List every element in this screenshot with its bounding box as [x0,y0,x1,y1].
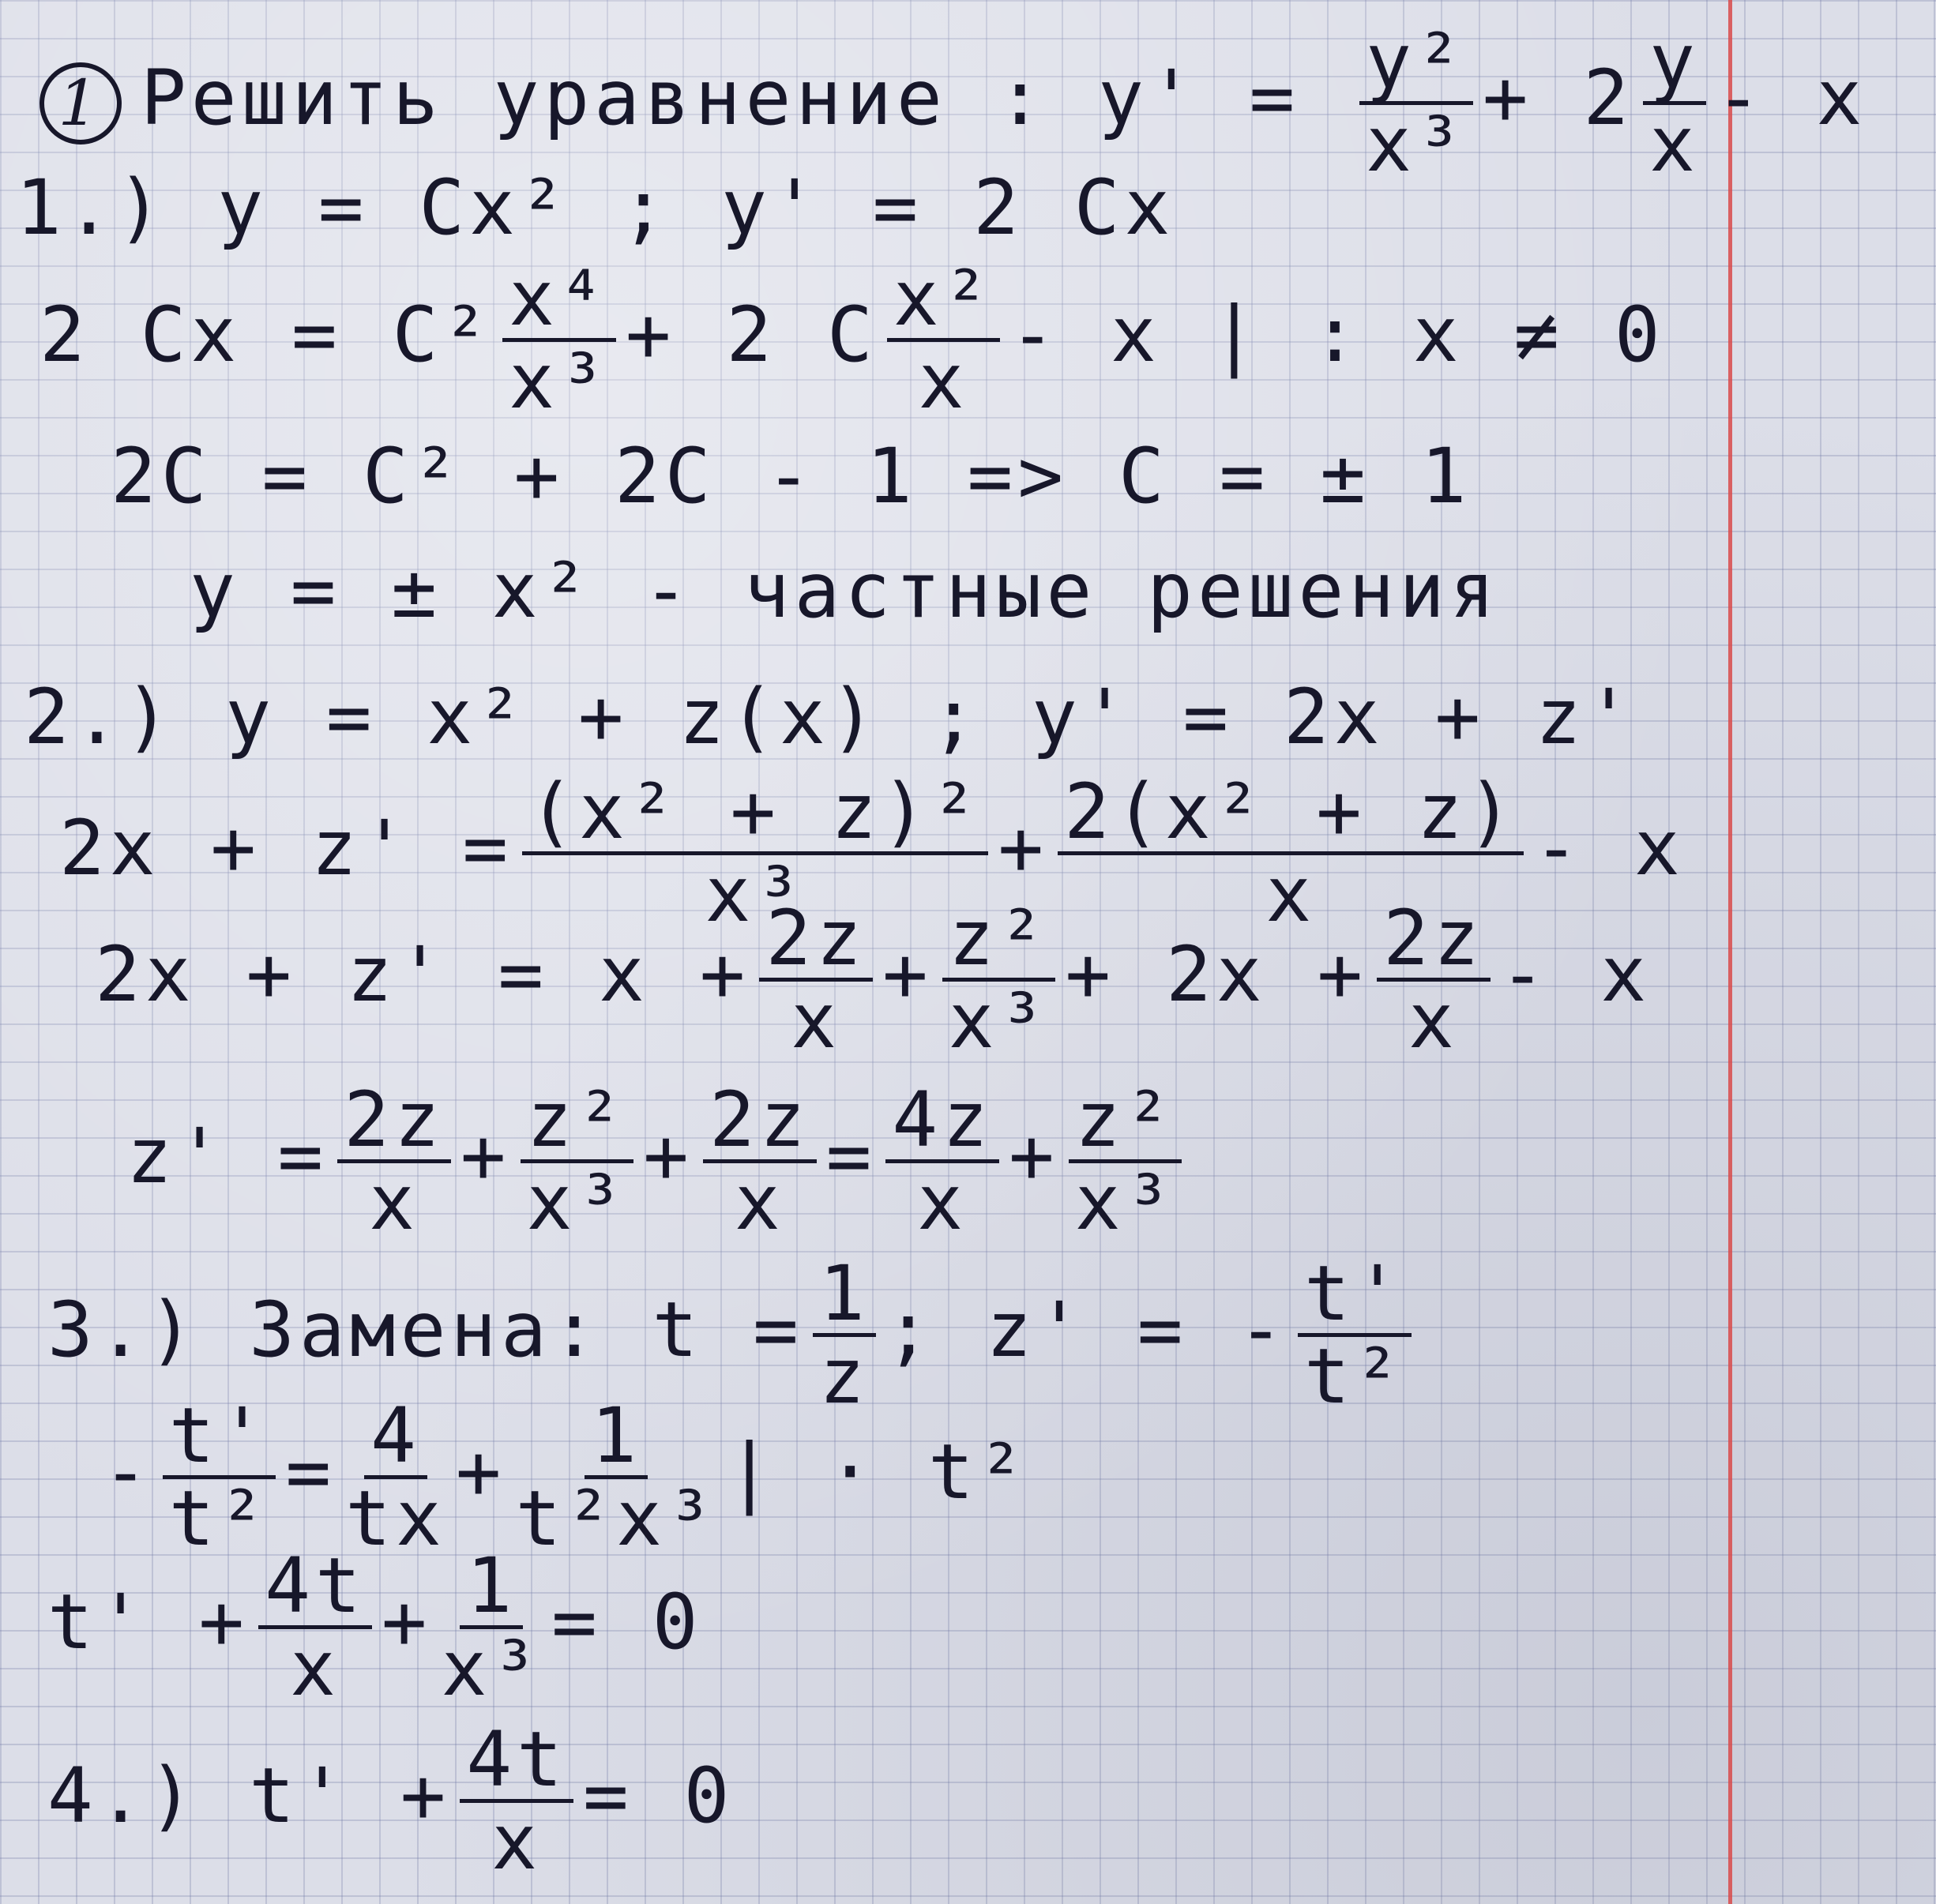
fraction [1377,894,1491,1065]
equation-tail: - x | : x ≠ 0 [1009,290,1665,379]
denominator: x [791,977,842,1065]
denominator: t²x³ [515,1474,717,1563]
numerator: x² [887,261,1001,342]
expression: t' + [47,1577,250,1666]
margin-line [1728,0,1732,1904]
numerator: z² [942,900,1056,982]
equation-tail: = 0 [582,1751,735,1840]
operator: + [643,1111,694,1200]
numerator: t' [163,1398,276,1479]
denominator: x [734,1159,785,1247]
denominator: x [1649,100,1700,189]
operator: = [825,1111,877,1200]
fraction [163,1391,276,1563]
fraction [460,1715,573,1887]
fraction [887,254,1001,426]
numerator: 2z [1377,900,1491,982]
numerator: 2z [703,1082,817,1163]
denominator: tx [345,1474,446,1563]
fraction [813,1249,876,1421]
operator: - [103,1427,153,1516]
numerator: 2z [337,1082,451,1163]
denominator: x³ [705,851,806,939]
equation-tail: - x [1499,929,1652,1019]
denominator: t² [168,1474,270,1563]
step-3-equation [103,1391,1029,1563]
denominator: x [290,1624,340,1713]
operator: + [381,1577,432,1666]
denominator: x³ [1074,1159,1176,1247]
fraction [441,1542,543,1713]
denominator: x [369,1159,419,1247]
operator: + 2 C [625,290,878,379]
numerator: 4 [364,1398,427,1479]
denominator: x³ [509,337,610,426]
numerator: 2z [759,900,873,982]
denominator: x [1265,851,1317,939]
fraction [942,894,1056,1065]
denominator: x [918,337,969,426]
equation-tail: - x [1533,803,1685,892]
operator: + [1008,1111,1059,1200]
numerator: 1 [585,1398,648,1479]
numerator: z² [1069,1082,1182,1163]
expression: 2x + z' = [59,803,513,892]
numerator: x⁴ [502,261,616,342]
equation-tail: - x [1715,53,1867,142]
denominator: x [917,1159,968,1247]
operator: + [998,803,1049,892]
step-3-substitution [47,1249,1421,1421]
expression: 2x + z' = x + [95,929,750,1019]
operator: ; z' = - [885,1285,1289,1374]
denominator: t² [1304,1332,1405,1421]
denominator: x³ [1366,100,1467,189]
fraction [1359,17,1473,189]
fraction [515,1391,717,1563]
step-2-substitution: 2.) y = x² + z(x) ; y' = 2x + z' [24,673,1637,761]
equation-tail: = 0 [551,1577,703,1666]
fraction [345,1391,446,1563]
fraction [759,894,873,1065]
expression: 3.) Замена: t = [47,1285,803,1374]
fraction [1298,1249,1412,1421]
numerator: 1 [460,1548,523,1629]
expression: z' = [126,1111,329,1200]
operator: + 2x + [1065,929,1368,1019]
step-2-expansion [95,894,1652,1065]
expression: 4.) t' + [47,1751,451,1840]
operator: = [285,1427,336,1516]
step-1-particular-solutions: y = ± x² - частные решения [190,546,1500,635]
numerator: 2(x² + z) [1058,774,1524,855]
fraction [337,1076,451,1247]
problem-title: Решить уравнение : [141,53,1048,142]
step-3-linear-equation [47,1542,703,1713]
step-1-equation [39,254,1665,426]
fraction [502,254,616,426]
denominator: x [1408,977,1459,1065]
numerator: z² [521,1082,634,1163]
denominator: x³ [526,1159,628,1247]
denominator: x [491,1798,543,1887]
fraction [1643,17,1706,189]
denominator: x³ [441,1624,543,1713]
expression: 2 Cx = C² [39,290,494,379]
numerator: (x² + z)² [522,774,988,855]
operator: + [882,929,933,1019]
numerator: y² [1359,24,1473,105]
step-2-simplified [126,1076,1191,1247]
fraction [703,1076,817,1247]
step-1-substitution: 1.) y = Cx² ; y' = 2 Cx [16,163,1175,252]
operator: + [455,1427,506,1516]
numerator: 4t [460,1722,573,1803]
fraction [521,1076,634,1247]
problem-title-line [39,17,1867,189]
numerator: 4t [258,1548,372,1629]
numerator: y [1643,24,1706,105]
fraction [885,1076,999,1247]
equation-lhs: y' = [1098,53,1351,142]
fraction [258,1542,372,1713]
denominator: x³ [948,977,1050,1065]
step-4-homogeneous-equation [47,1715,735,1887]
problem-number-badge: 1 [39,62,122,145]
operator: + 2 [1482,53,1634,142]
numerator: 1 [813,1256,876,1337]
step-1-solve-c: 2C = C² + 2C - 1 => C = ± 1 [111,432,1472,520]
fraction [1069,1076,1182,1247]
denominator: z [818,1332,870,1421]
numerator: 4z [885,1082,999,1163]
numerator: t' [1298,1256,1412,1337]
operator: + [460,1111,511,1200]
equation-tail: | · t² [726,1427,1029,1516]
